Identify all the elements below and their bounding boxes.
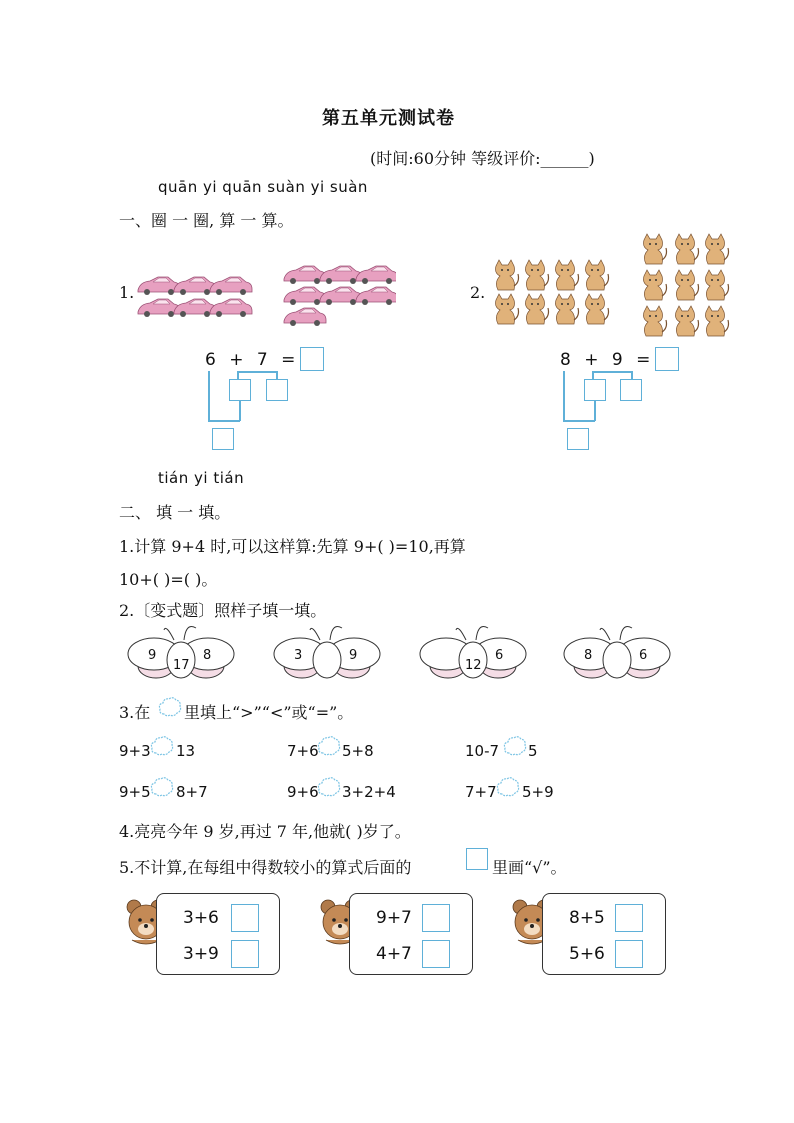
butterfly-1-right: 8	[203, 648, 212, 663]
q2-answer-box[interactable]	[655, 347, 679, 371]
card-2-top-checkbox[interactable]	[422, 904, 450, 932]
cmp-3-right: 5	[528, 742, 538, 760]
card-1-top: 3+6	[183, 908, 219, 928]
q1-bracket	[208, 371, 210, 421]
s2-q3-suffix: 里填上“>”“<”或“=”。	[184, 703, 354, 722]
section1-pinyin: quān yi quān suàn yi suàn	[158, 178, 368, 196]
butterfly-2-left: 3	[294, 648, 303, 663]
card-3-top: 8+5	[569, 908, 605, 928]
cmp-6-cloud-input[interactable]	[496, 776, 520, 798]
exam-meta: (时间:60分钟 等级评价:______)	[370, 149, 595, 168]
cats-illustration	[488, 232, 734, 342]
card-3-top-checkbox[interactable]	[615, 904, 643, 932]
card-1	[156, 893, 280, 975]
butterfly-4	[562, 622, 672, 686]
cloud-icon	[158, 696, 182, 718]
s2-q1-line2: 10+( )=( )。	[119, 570, 218, 589]
cmp-6-right: 5+9	[522, 783, 554, 801]
card-1-bottom-checkbox[interactable]	[231, 940, 259, 968]
butterfly-1-left: 9	[148, 648, 157, 663]
cmp-3-cloud-input[interactable]	[503, 735, 527, 757]
butterfly-4-left: 8	[584, 648, 593, 663]
card-1-bottom: 3+9	[183, 944, 219, 964]
butterfly-2	[272, 622, 382, 686]
section2-heading: 二、 填 一 填。	[119, 503, 231, 522]
butterfly-3-right: 6	[495, 648, 504, 663]
q2-sum-box[interactable]	[567, 428, 589, 450]
card-1-top-checkbox[interactable]	[231, 904, 259, 932]
q1-bracket	[208, 420, 240, 422]
s2-q1-line1: 1.计算 9+4 时,可以这样算:先算 9+( )=10,再算	[119, 537, 466, 556]
q1-split-box-left[interactable]	[229, 379, 251, 401]
q2-bracket	[594, 401, 596, 421]
card-3-bottom: 5+6	[569, 944, 605, 964]
q1-branch	[276, 371, 278, 379]
butterfly-1-center: 17	[173, 658, 190, 673]
q2-split-box-left[interactable]	[584, 379, 606, 401]
cmp-4-left: 9+5	[119, 783, 151, 801]
s2-q3-prefix: 3.在	[119, 703, 151, 722]
cmp-6-left: 7+7	[465, 783, 497, 801]
cmp-5-right: 3+2+4	[342, 783, 396, 801]
card-3-bottom-checkbox[interactable]	[615, 940, 643, 968]
cmp-5-cloud-input[interactable]	[317, 776, 341, 798]
q1-answer-box[interactable]	[300, 347, 324, 371]
q1-label: 1.	[119, 283, 135, 302]
butterfly-4-right: 6	[639, 648, 648, 663]
s2-q2: 2.〔变式题〕照样子填一填。	[119, 601, 327, 620]
card-2-top: 9+7	[376, 908, 412, 928]
q5-inline-box-icon	[466, 848, 488, 870]
card-2	[349, 893, 473, 975]
q1-sum-box[interactable]	[212, 428, 234, 450]
q2-bracket	[563, 371, 565, 421]
card-2-bottom: 4+7	[376, 944, 412, 964]
s2-q5-prefix: 5.不计算,在每组中得数较小的算式后面的	[119, 858, 412, 877]
q1-bracket	[239, 401, 241, 421]
cmp-2-left: 7+6	[287, 742, 319, 760]
cmp-5-left: 9+6	[287, 783, 319, 801]
q2-split-box-right[interactable]	[620, 379, 642, 401]
section1-heading: 一、圈 一 圈, 算 一 算。	[119, 211, 294, 230]
q2-branch	[631, 371, 633, 379]
q2-branch	[592, 371, 632, 373]
cmp-4-cloud-input[interactable]	[150, 776, 174, 798]
card-3	[542, 893, 666, 975]
card-2-bottom-checkbox[interactable]	[422, 940, 450, 968]
cmp-1-cloud-input[interactable]	[150, 735, 174, 757]
cmp-2-right: 5+8	[342, 742, 374, 760]
cmp-2-cloud-input[interactable]	[317, 735, 341, 757]
butterfly-2-right: 9	[349, 648, 358, 663]
cmp-1-right: 13	[176, 742, 196, 760]
section2-pinyin: tián yi tián	[158, 469, 245, 487]
q1-equation: 6 + 7 =	[205, 350, 300, 370]
cmp-1-left: 9+3	[119, 742, 151, 760]
butterfly-1	[126, 622, 236, 686]
q1-split-box-right[interactable]	[266, 379, 288, 401]
q2-bracket	[563, 420, 595, 422]
page-title: 第五单元测试卷	[322, 108, 455, 129]
butterfly-3-center: 12	[465, 658, 482, 673]
butterfly-3	[418, 622, 528, 686]
s2-q4: 4.亮亮今年 9 岁,再过 7 年,他就( )岁了。	[119, 822, 411, 841]
q2-equation: 8 + 9 =	[560, 350, 655, 370]
s2-q5-suffix: 里画“√”。	[492, 858, 567, 877]
cars-illustration	[136, 262, 396, 328]
cmp-3-left: 10-7	[465, 742, 500, 760]
cmp-4-right: 8+7	[176, 783, 208, 801]
q1-branch	[237, 371, 277, 373]
q2-label: 2.	[470, 283, 486, 302]
